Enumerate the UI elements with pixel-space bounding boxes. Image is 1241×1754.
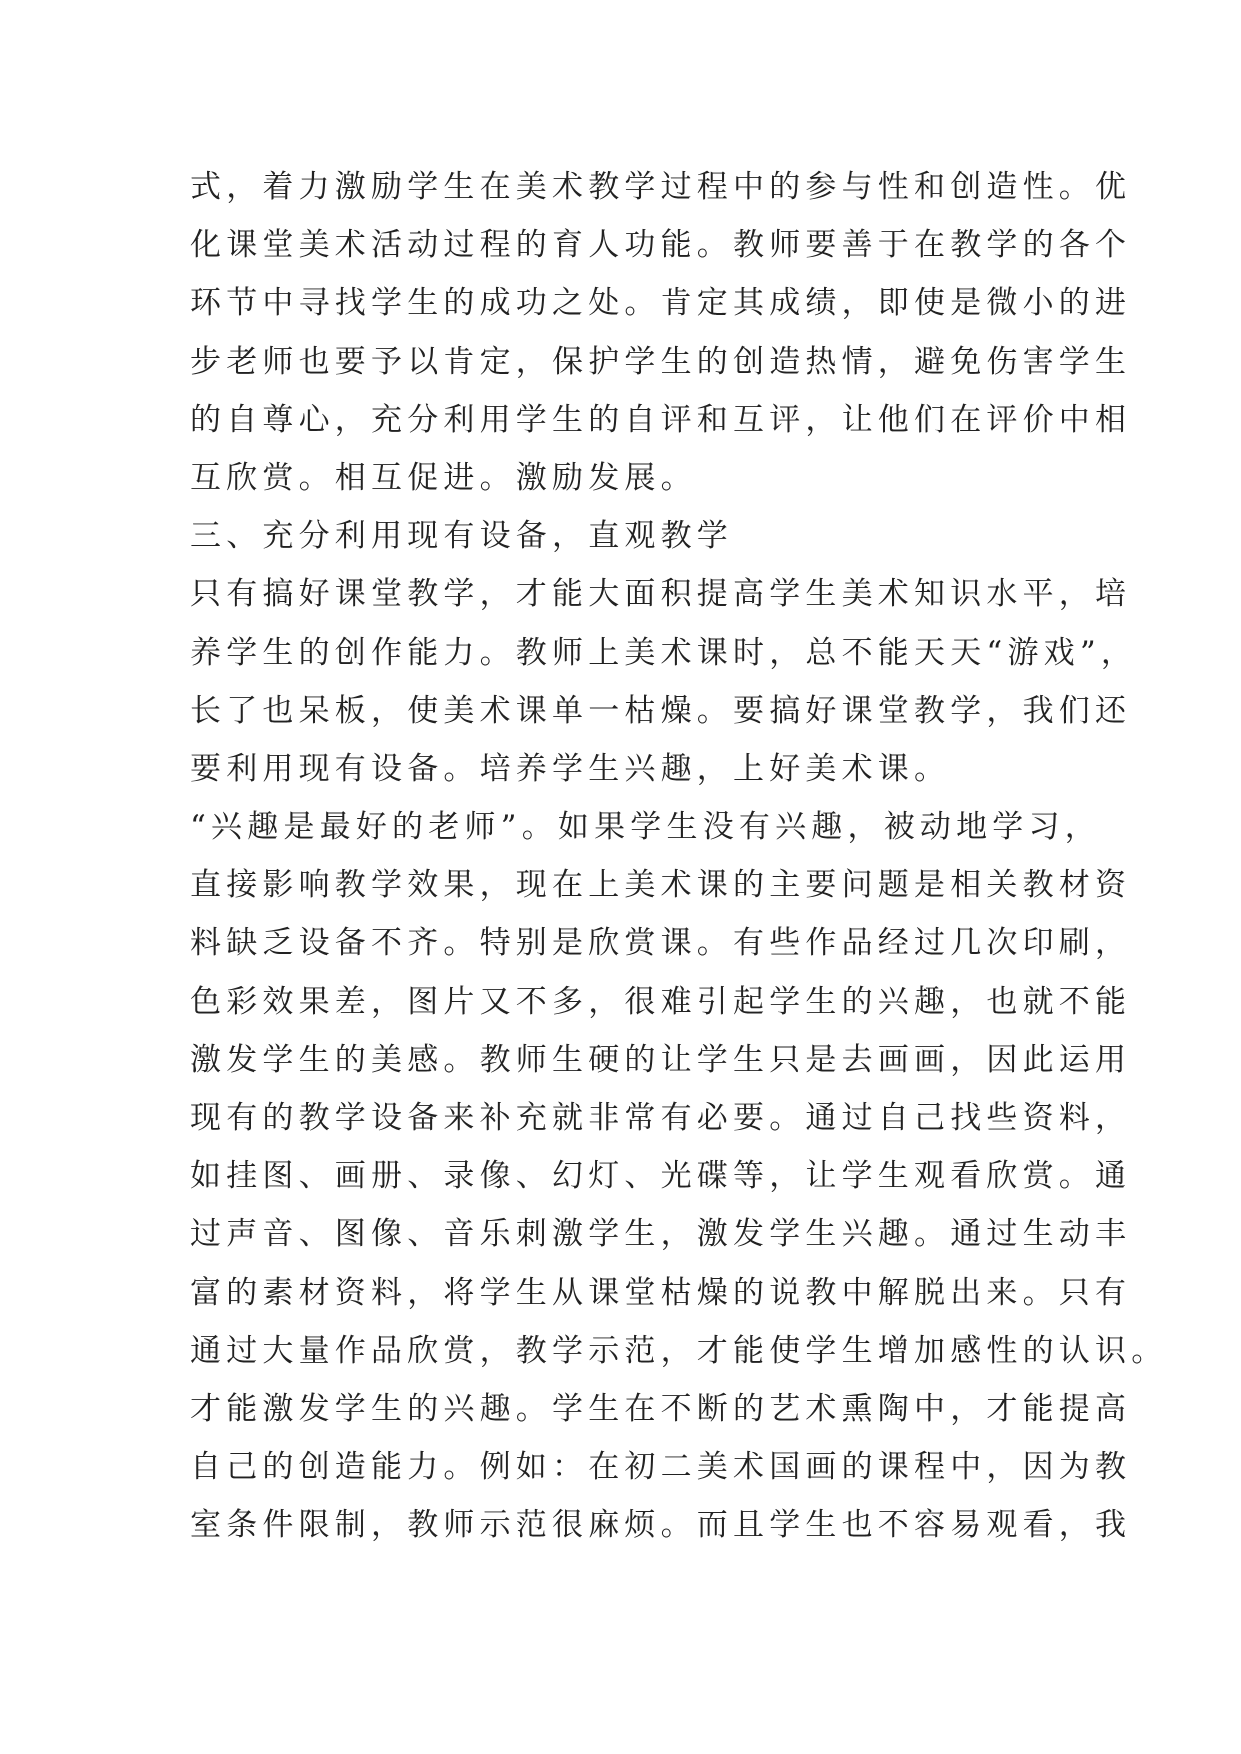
section-heading: 三、充分利用现有设备，直观教学 — [190, 518, 733, 555]
text-line: 环节中寻找学生的成功之处。肯定其成绩，即使是微小的进 — [190, 285, 1132, 322]
text-line: 直接影响教学效果，现在上美术课的主要问题是相关教材资 — [190, 867, 1132, 904]
text-line: 互欣赏。相互促进。激励发展。 — [190, 459, 697, 496]
text-line: 式，着力激励学生在美术教学过程中的参与性和创造性。优 — [190, 169, 1132, 205]
text-line: 如挂图、画册、录像、幻灯、光碟等，让学生观看欣赏。通 — [190, 1158, 1132, 1195]
text-line: 养学生的创作能力。教师上美术课时，总不能天天“游戏”， — [190, 634, 1138, 671]
text-line: 色彩效果差，图片又不多，很难引起学生的兴趣，也就不能 — [190, 983, 1132, 1020]
text-line: 室条件限制，教师示范很麻烦。而且学生也不容易观看，我 — [190, 1507, 1132, 1544]
text-line: 才能激发学生的兴趣。学生在不断的艺术熏陶中，才能提高 — [190, 1390, 1132, 1427]
text-line: 长了也呆板，使美术课单一枯燥。要搞好课堂教学，我们还 — [190, 692, 1132, 729]
text-line: 的自尊心，充分利用学生的自评和互评，让他们在评价中相 — [190, 401, 1132, 438]
text-line: 自己的创造能力。例如：在初二美术国画的课程中，因为教 — [190, 1449, 1132, 1486]
text-line: 激发学生的美感。教师生硬的让学生只是去画画，因此运用 — [190, 1041, 1132, 1078]
text-line: 过声音、图像、音乐刺激学生，激发学生兴趣。通过生动丰 — [190, 1216, 1132, 1253]
body-text — [190, 158, 1168, 1555]
text-line: 要利用现有设备。培养学生兴趣，上好美术课。 — [190, 750, 951, 787]
text-line: 只有搞好课堂教学，才能大面积提高学生美术知识水平，培 — [190, 576, 1132, 613]
text-line: 现有的教学设备来补充就非常有必要。通过自己找些资料， — [190, 1100, 1132, 1136]
text-line: 步老师也要予以肯定，保护学生的创造热情，避免伤害学生 — [190, 343, 1132, 380]
text-line: “兴趣是最好的老师”。如果学生没有兴趣，被动地学习， — [190, 809, 1101, 846]
text-line: 通过大量作品欣赏，教学示范，才能使学生增加感性的认识。 — [190, 1332, 1168, 1369]
text-line: 化课堂美术活动过程的育人功能。教师要善于在教学的各个 — [190, 227, 1132, 264]
text-line: 富的素材资料，将学生从课堂枯燥的说教中解脱出来。只有 — [190, 1274, 1132, 1311]
text-line: 料缺乏设备不齐。特别是欣赏课。有些作品经过几次印刷， — [190, 925, 1132, 962]
